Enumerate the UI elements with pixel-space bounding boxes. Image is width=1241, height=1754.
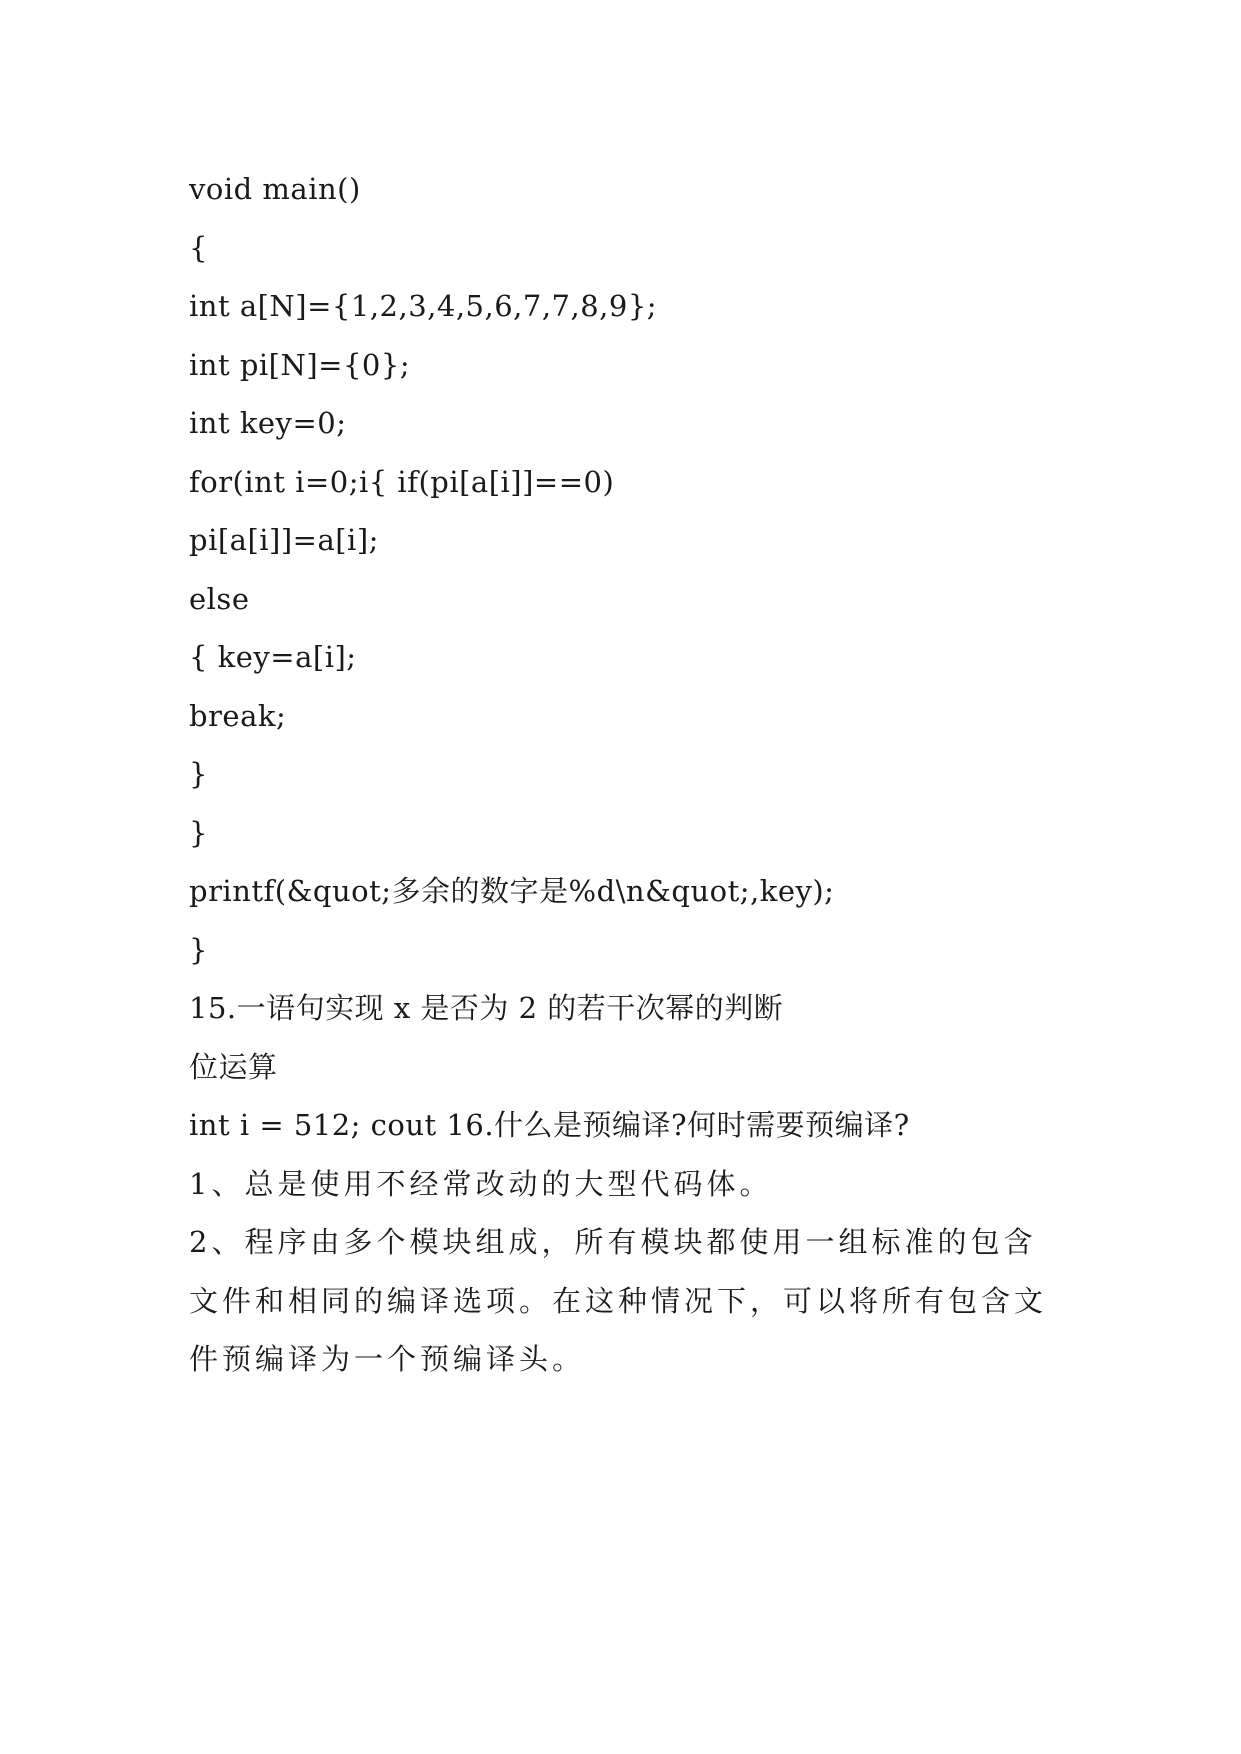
code-line: void main() [189,172,361,206]
section-16-line: int i = 512; cout 16.什么是预编译?何时需要预编译? [189,1108,910,1142]
code-line: int key=0; [189,406,347,440]
code-line: int pi[N]={0}; [189,347,411,382]
code-line: { [189,230,208,265]
code-line: } [189,815,208,850]
list-item-1: 1、总是使用不经常改动的大型代码体。 [189,1166,773,1201]
code-line: for(int i=0;i{ if(pi[a[i]]==0) [189,464,615,499]
code-line: printf(&quot;多余的数字是%d\n&quot;,key); [189,874,835,908]
code-line: } [189,932,208,967]
list-item-2: 2、程序由多个模块组成，所有模块都使用一组标准的包含文件和相同的编译选项。在这种情况下，可以将所有包含文件预编译为一个预编译头。 [189,1225,1048,1376]
section-15-answer: 位运算 [189,1049,278,1084]
code-line: pi[a[i]]=a[i]; [189,523,379,557]
code-line: } [189,757,208,791]
document-content [189,160,1069,1389]
code-line: { key=a[i]; [189,640,357,674]
code-line: break; [189,698,287,733]
section-15-title: 15.一语句实现 x 是否为 2 的若干次幂的判断 [189,991,784,1025]
code-line: else [189,581,250,616]
code-line: int a[N]={1,2,3,4,5,6,7,7,8,9}; [189,289,658,323]
